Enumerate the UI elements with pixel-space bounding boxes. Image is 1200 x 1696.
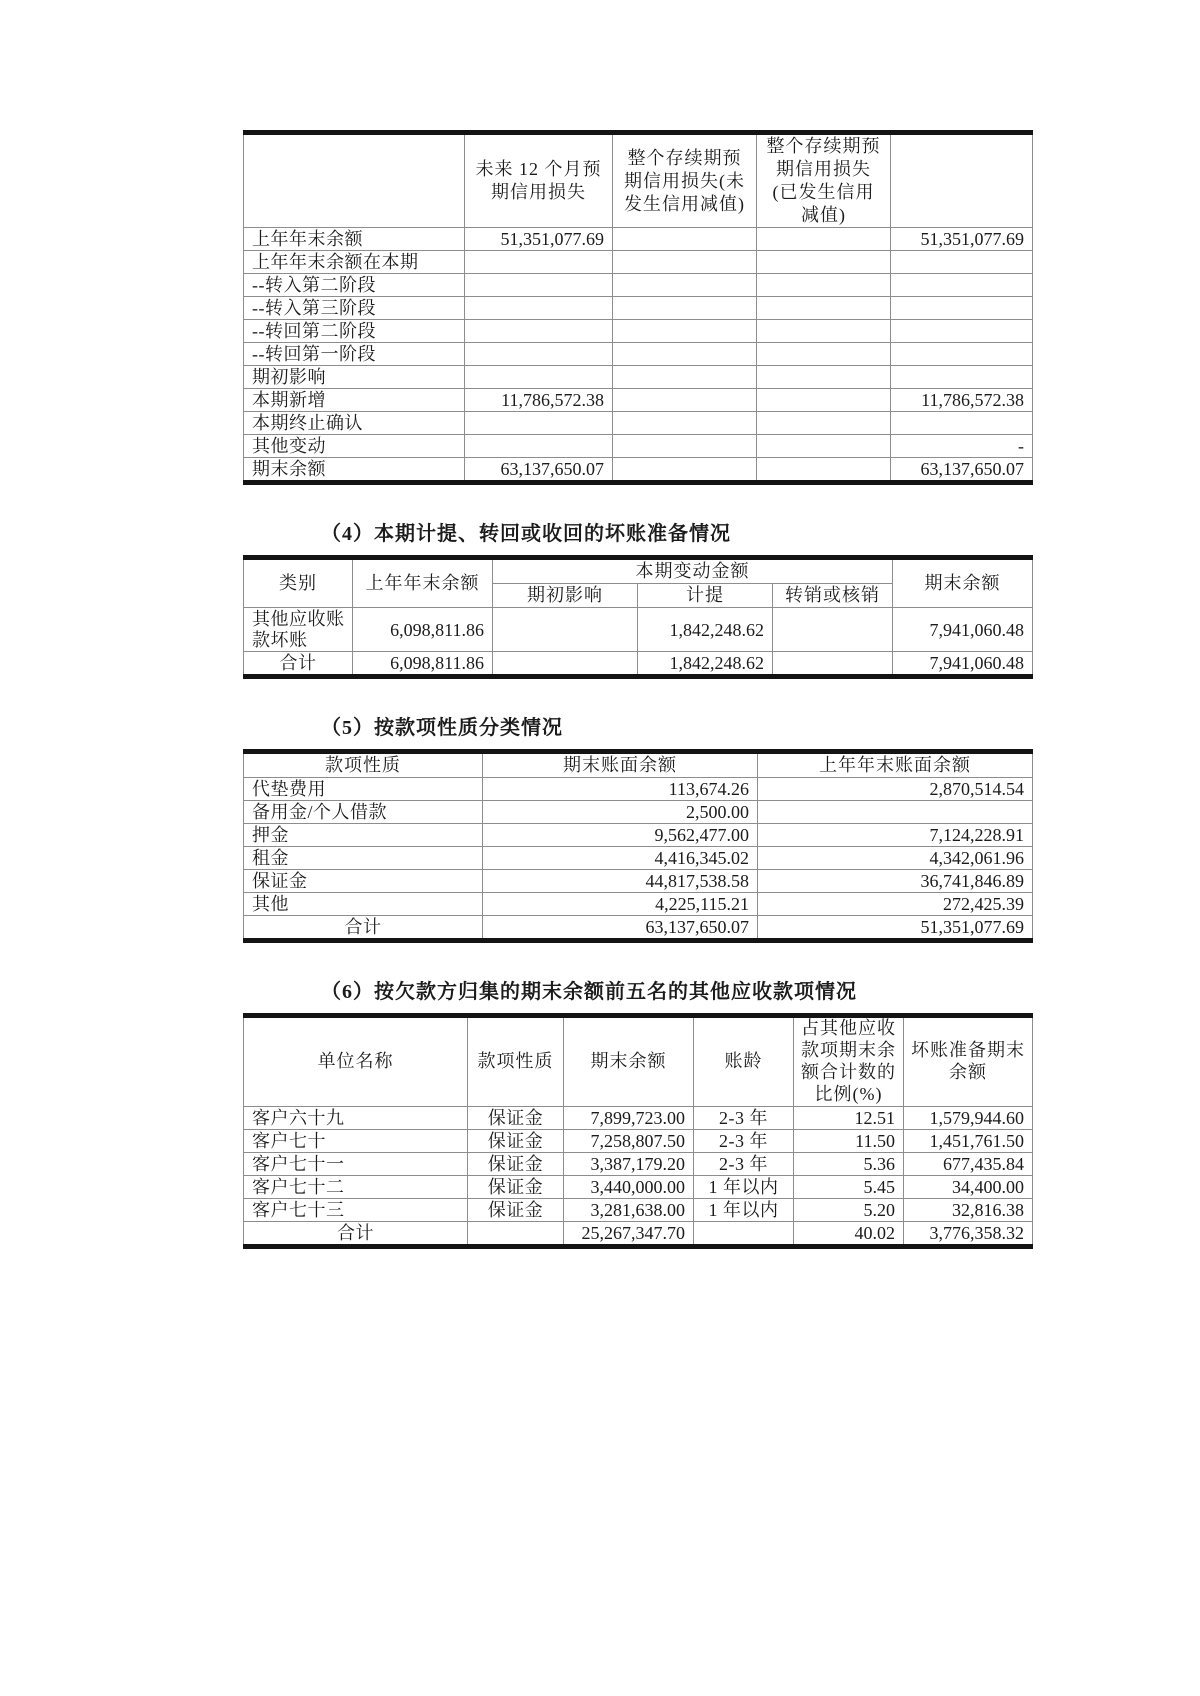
table-row xyxy=(244,1176,1033,1199)
value-cell: 7,941,060.48 xyxy=(893,652,1033,677)
row-label-cell: 本期新增 xyxy=(244,389,465,412)
value-cell xyxy=(891,274,1033,297)
value-cell xyxy=(465,251,613,274)
value-cell xyxy=(757,274,891,297)
value-cell xyxy=(758,801,1033,824)
header-cell-initial-impact: 期初影响 xyxy=(493,584,638,608)
value-cell: 保证金 xyxy=(468,1176,564,1199)
row-label-cell: 客户七十二 xyxy=(244,1176,468,1199)
value-cell xyxy=(613,274,757,297)
row-label-cell: 期初影响 xyxy=(244,366,465,389)
value-cell: 5.36 xyxy=(794,1153,904,1176)
value-cell xyxy=(891,297,1033,320)
section-heading-by-nature: （5）按款项性质分类情况 xyxy=(321,717,563,740)
table-row xyxy=(244,228,1033,251)
value-cell: 3,440,000.00 xyxy=(564,1176,694,1199)
value-cell: 2-3 年 xyxy=(694,1153,794,1176)
value-cell xyxy=(891,366,1033,389)
row-label-cell: 期末余额 xyxy=(244,458,465,483)
value-cell xyxy=(891,343,1033,366)
table-row xyxy=(244,801,1033,824)
header-cell-ending-balance: 期末余额 xyxy=(564,1016,694,1107)
header-cell-lifetime-ecl-impaired: 整个存续期预期信用损失(已发生信用减值) xyxy=(757,133,891,228)
header-cell-prior-balance: 上年年末余额 xyxy=(353,558,493,608)
value-cell: 1,451,761.50 xyxy=(904,1130,1033,1153)
value-cell xyxy=(773,652,893,677)
value-cell: 4,225,115.21 xyxy=(483,893,758,916)
table-row-total xyxy=(244,652,1033,677)
value-cell xyxy=(757,435,891,458)
value-cell xyxy=(493,608,638,652)
value-cell xyxy=(613,320,757,343)
value-cell: 34,400.00 xyxy=(904,1176,1033,1199)
value-cell xyxy=(757,343,891,366)
value-cell: 4,342,061.96 xyxy=(758,847,1033,870)
header-cell-provision: 坏账准备期末余额 xyxy=(904,1016,1033,1107)
table-row xyxy=(244,458,1033,483)
table-row xyxy=(244,870,1033,893)
header-cell-ending-balance: 期末余额 xyxy=(893,558,1033,608)
row-label-cell: 客户七十三 xyxy=(244,1199,468,1222)
value-cell xyxy=(757,320,891,343)
value-cell: - xyxy=(891,435,1033,458)
value-cell xyxy=(613,435,757,458)
value-cell: 1,842,248.62 xyxy=(638,608,773,652)
value-cell: 63,137,650.07 xyxy=(483,916,758,941)
value-cell: 7,899,723.00 xyxy=(564,1107,694,1130)
value-cell: 9,562,477.00 xyxy=(483,824,758,847)
value-cell xyxy=(465,320,613,343)
bad-debt-provision-table xyxy=(243,555,1033,679)
value-cell: 3,776,358.32 xyxy=(904,1222,1033,1247)
value-cell: 63,137,650.07 xyxy=(891,458,1033,483)
value-cell: 51,351,077.69 xyxy=(758,916,1033,941)
value-cell: 113,674.26 xyxy=(483,778,758,801)
value-cell: 32,816.38 xyxy=(904,1199,1033,1222)
value-cell xyxy=(465,412,613,435)
value-cell xyxy=(891,251,1033,274)
table-row xyxy=(244,366,1033,389)
table-row xyxy=(244,412,1033,435)
row-label-cell: 代垫费用 xyxy=(244,778,483,801)
header-cell-category: 类别 xyxy=(244,558,353,608)
value-cell xyxy=(493,652,638,677)
table-row xyxy=(244,343,1033,366)
value-cell: 3,387,179.20 xyxy=(564,1153,694,1176)
value-cell: 36,741,846.89 xyxy=(758,870,1033,893)
table-row xyxy=(244,847,1033,870)
value-cell: 2,870,514.54 xyxy=(758,778,1033,801)
value-cell xyxy=(757,458,891,483)
section-heading-bad-debt-provision: （4）本期计提、转回或收回的坏账准备情况 xyxy=(321,523,731,546)
table-row xyxy=(244,1107,1033,1130)
table-row xyxy=(244,1153,1033,1176)
value-cell: 5.20 xyxy=(794,1199,904,1222)
table-row xyxy=(244,1199,1033,1222)
row-label-cell: --转回第一阶段 xyxy=(244,343,465,366)
value-cell: 保证金 xyxy=(468,1153,564,1176)
value-cell xyxy=(465,366,613,389)
by-nature-table xyxy=(243,749,1033,943)
table-header-row xyxy=(244,1016,1033,1107)
value-cell xyxy=(694,1222,794,1247)
header-cell-blank xyxy=(891,133,1033,228)
header-cell-nature: 款项性质 xyxy=(468,1016,564,1107)
value-cell: 保证金 xyxy=(468,1107,564,1130)
row-label-cell: 客户六十九 xyxy=(244,1107,468,1130)
value-cell xyxy=(757,389,891,412)
value-cell xyxy=(613,343,757,366)
row-label-cell: 租金 xyxy=(244,847,483,870)
value-cell: 1 年以内 xyxy=(694,1199,794,1222)
header-cell-ratio: 占其他应收款项期末余额合计数的比例(%) xyxy=(794,1016,904,1107)
row-label-cell: 客户七十一 xyxy=(244,1153,468,1176)
table-row xyxy=(244,1130,1033,1153)
value-cell: 51,351,077.69 xyxy=(891,228,1033,251)
value-cell: 1,842,248.62 xyxy=(638,652,773,677)
value-cell xyxy=(465,435,613,458)
value-cell: 保证金 xyxy=(468,1130,564,1153)
value-cell xyxy=(613,251,757,274)
row-label-cell: 本期终止确认 xyxy=(244,412,465,435)
row-label-cell: 合计 xyxy=(244,916,483,941)
value-cell xyxy=(757,366,891,389)
table-row xyxy=(244,608,1033,652)
table-row-total xyxy=(244,1222,1033,1247)
header-cell-writeoff: 转销或核销 xyxy=(773,584,893,608)
value-cell xyxy=(613,389,757,412)
header-cell-ending-balance: 期末账面余额 xyxy=(483,752,758,778)
value-cell: 63,137,650.07 xyxy=(465,458,613,483)
header-cell-12m-ecl: 未来 12 个月预期信用损失 xyxy=(465,133,613,228)
table-row xyxy=(244,778,1033,801)
page-content xyxy=(243,0,1032,1249)
value-cell xyxy=(613,366,757,389)
row-label-cell: --转回第二阶段 xyxy=(244,320,465,343)
table-row xyxy=(244,893,1033,916)
header-cell-prior-balance: 上年年末账面余额 xyxy=(758,752,1033,778)
value-cell: 1,579,944.60 xyxy=(904,1107,1033,1130)
value-cell: 40.02 xyxy=(794,1222,904,1247)
value-cell: 677,435.84 xyxy=(904,1153,1033,1176)
value-cell: 11,786,572.38 xyxy=(891,389,1033,412)
value-cell xyxy=(468,1222,564,1247)
top-five-debtors-table xyxy=(243,1013,1033,1249)
value-cell: 1 年以内 xyxy=(694,1176,794,1199)
row-label-cell: 上年年末余额 xyxy=(244,228,465,251)
row-label-cell: 其他 xyxy=(244,893,483,916)
table-row-total xyxy=(244,916,1033,941)
value-cell: 7,124,228.91 xyxy=(758,824,1033,847)
value-cell: 11,786,572.38 xyxy=(465,389,613,412)
header-cell-entity-name: 单位名称 xyxy=(244,1016,468,1107)
value-cell: 11.50 xyxy=(794,1130,904,1153)
value-cell: 2-3 年 xyxy=(694,1130,794,1153)
value-cell: 2-3 年 xyxy=(694,1107,794,1130)
value-cell: 44,817,538.58 xyxy=(483,870,758,893)
header-cell-accrual: 计提 xyxy=(638,584,773,608)
header-cell-aging: 账龄 xyxy=(694,1016,794,1107)
value-cell: 4,416,345.02 xyxy=(483,847,758,870)
table-row xyxy=(244,389,1033,412)
value-cell xyxy=(757,297,891,320)
value-cell xyxy=(891,320,1033,343)
value-cell: 3,281,638.00 xyxy=(564,1199,694,1222)
value-cell: 6,098,811.86 xyxy=(353,608,493,652)
table-header-row xyxy=(244,752,1033,778)
value-cell: 5.45 xyxy=(794,1176,904,1199)
row-label-cell: --转入第三阶段 xyxy=(244,297,465,320)
value-cell xyxy=(757,412,891,435)
row-label-cell: --转入第二阶段 xyxy=(244,274,465,297)
header-cell-blank xyxy=(244,133,465,228)
row-label-cell: 保证金 xyxy=(244,870,483,893)
section-heading-top-five-debtors: （6）按欠款方归集的期末余额前五名的其他应收款项情况 xyxy=(321,981,857,1004)
value-cell: 保证金 xyxy=(468,1199,564,1222)
table-row xyxy=(244,320,1033,343)
row-label-cell: 其他变动 xyxy=(244,435,465,458)
table-header-row xyxy=(244,558,1033,584)
value-cell xyxy=(757,228,891,251)
row-label-cell: 合计 xyxy=(244,1222,468,1247)
header-cell-nature: 款项性质 xyxy=(244,752,483,778)
value-cell: 2,500.00 xyxy=(483,801,758,824)
value-cell xyxy=(891,412,1033,435)
value-cell: 7,258,807.50 xyxy=(564,1130,694,1153)
value-cell: 25,267,347.70 xyxy=(564,1222,694,1247)
value-cell xyxy=(465,274,613,297)
value-cell xyxy=(613,458,757,483)
table-row xyxy=(244,297,1033,320)
row-label-cell: 备用金/个人借款 xyxy=(244,801,483,824)
value-cell: 272,425.39 xyxy=(758,893,1033,916)
row-label-cell: 其他应收账款坏账 xyxy=(244,608,353,652)
table-row xyxy=(244,251,1033,274)
value-cell xyxy=(613,228,757,251)
value-cell xyxy=(465,343,613,366)
row-label-cell: 客户七十 xyxy=(244,1130,468,1153)
table-header-row xyxy=(244,133,1033,228)
table-row xyxy=(244,435,1033,458)
table-row xyxy=(244,274,1033,297)
value-cell: 6,098,811.86 xyxy=(353,652,493,677)
value-cell xyxy=(613,412,757,435)
value-cell xyxy=(613,297,757,320)
row-label-cell: 押金 xyxy=(244,824,483,847)
table-row xyxy=(244,824,1033,847)
row-label-cell: 上年年末余额在本期 xyxy=(244,251,465,274)
value-cell: 12.51 xyxy=(794,1107,904,1130)
value-cell xyxy=(773,608,893,652)
value-cell: 7,941,060.48 xyxy=(893,608,1033,652)
value-cell: 51,351,077.69 xyxy=(465,228,613,251)
header-cell-lifetime-ecl-not-impaired: 整个存续期预期信用损失(未发生信用减值) xyxy=(613,133,757,228)
row-label-cell: 合计 xyxy=(244,652,353,677)
header-cell-change-group: 本期变动金额 xyxy=(493,558,893,584)
value-cell xyxy=(757,251,891,274)
value-cell xyxy=(465,297,613,320)
ecl-stages-table xyxy=(243,130,1033,485)
